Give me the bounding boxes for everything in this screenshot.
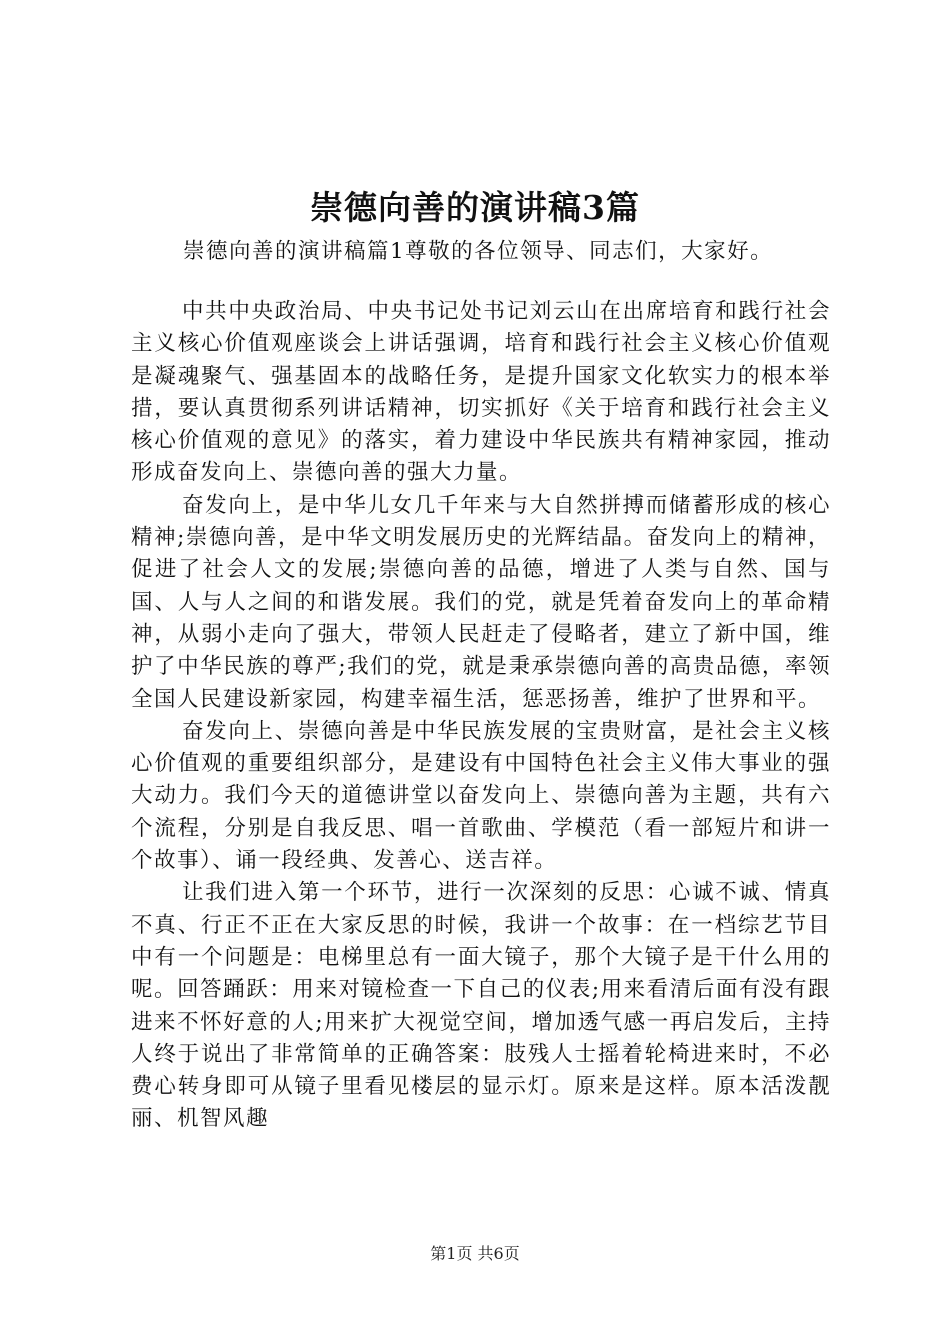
document-title: 崇德向善的演讲稿3篇	[310, 188, 640, 227]
paragraph-3: 奋发向上、崇德向善是中华民族发展的宝贵财富，是社会主义核心价值观的重要组织部分，是建设有中国特色社会主义伟大事业的强大动力。我们今天的道德讲堂以奋发向上、崇德向善为主题，共有六个流程，分别是自我反思、唱一首歌曲、学模范（看一部短片和讲一个故事）、诵一段经典、发善心、送吉祥。	[131, 718, 831, 874]
page-number-footer: 第1页 共6页	[430, 1244, 520, 1263]
document-body	[131, 296, 831, 1136]
document-subtitle: 崇德向善的演讲稿篇1尊敬的各位领导、同志们，大家好。	[183, 239, 774, 264]
paragraph-2: 奋发向上，是中华儿女几千年来与大自然拼搏而储蓄形成的核心精神;崇德向善，是中华文明发展历史的光辉结晶。奋发向上的精神，促进了社会人文的发展;崇德向善的品德，增进了人类与自然、国与国、人与人之间的和谐发展。我们的党，就是凭着奋发向上的革命精神，从弱小走向了强大，带领人民赶走了侵略者，建立了新中国，维护了中华民族的尊严;我们的党，就是秉承崇德向善的高贵品德，率领全国人民建设新家园，构建幸福生活，惩恶扬善，维护了世界和平。	[131, 492, 831, 712]
paragraph-4: 让我们进入第一个环节，进行一次深刻的反思：心诚不诚、情真不真、行正不正在大家反思的时候，我讲一个故事：在一档综艺节目中有一个问题是：电梯里总有一面大镜子，那个大镜子是干什么用的呢。回答踊跃：用来对镜检查一下自己的仪表;用来看清后面有没有跟进来不怀好意的人;用来扩大视觉空间，增加透气感一再启发后，主持人终于说出了非常简单的正确答案：肢残人士摇着轮椅进来时，不必费心转身即可从镜子里看见楼层的显示灯。原来是这样。原本活泼靓丽、机智风趣	[131, 880, 831, 1132]
paragraph-1: 中共中央政治局、中央书记处书记刘云山在出席培育和践行社会主义核心价值观座谈会上讲话强调，培育和践行社会主义核心价值观是凝魂聚气、强基固本的战略任务，是提升国家文化软实力的根本举措，要认真贯彻系列讲话精神，切实抓好《关于培育和践行社会主义核心价值观的意见》的落实，着力建设中华民族共有精神家园，推动形成奋发向上、崇德向善的强大力量。	[131, 299, 831, 486]
